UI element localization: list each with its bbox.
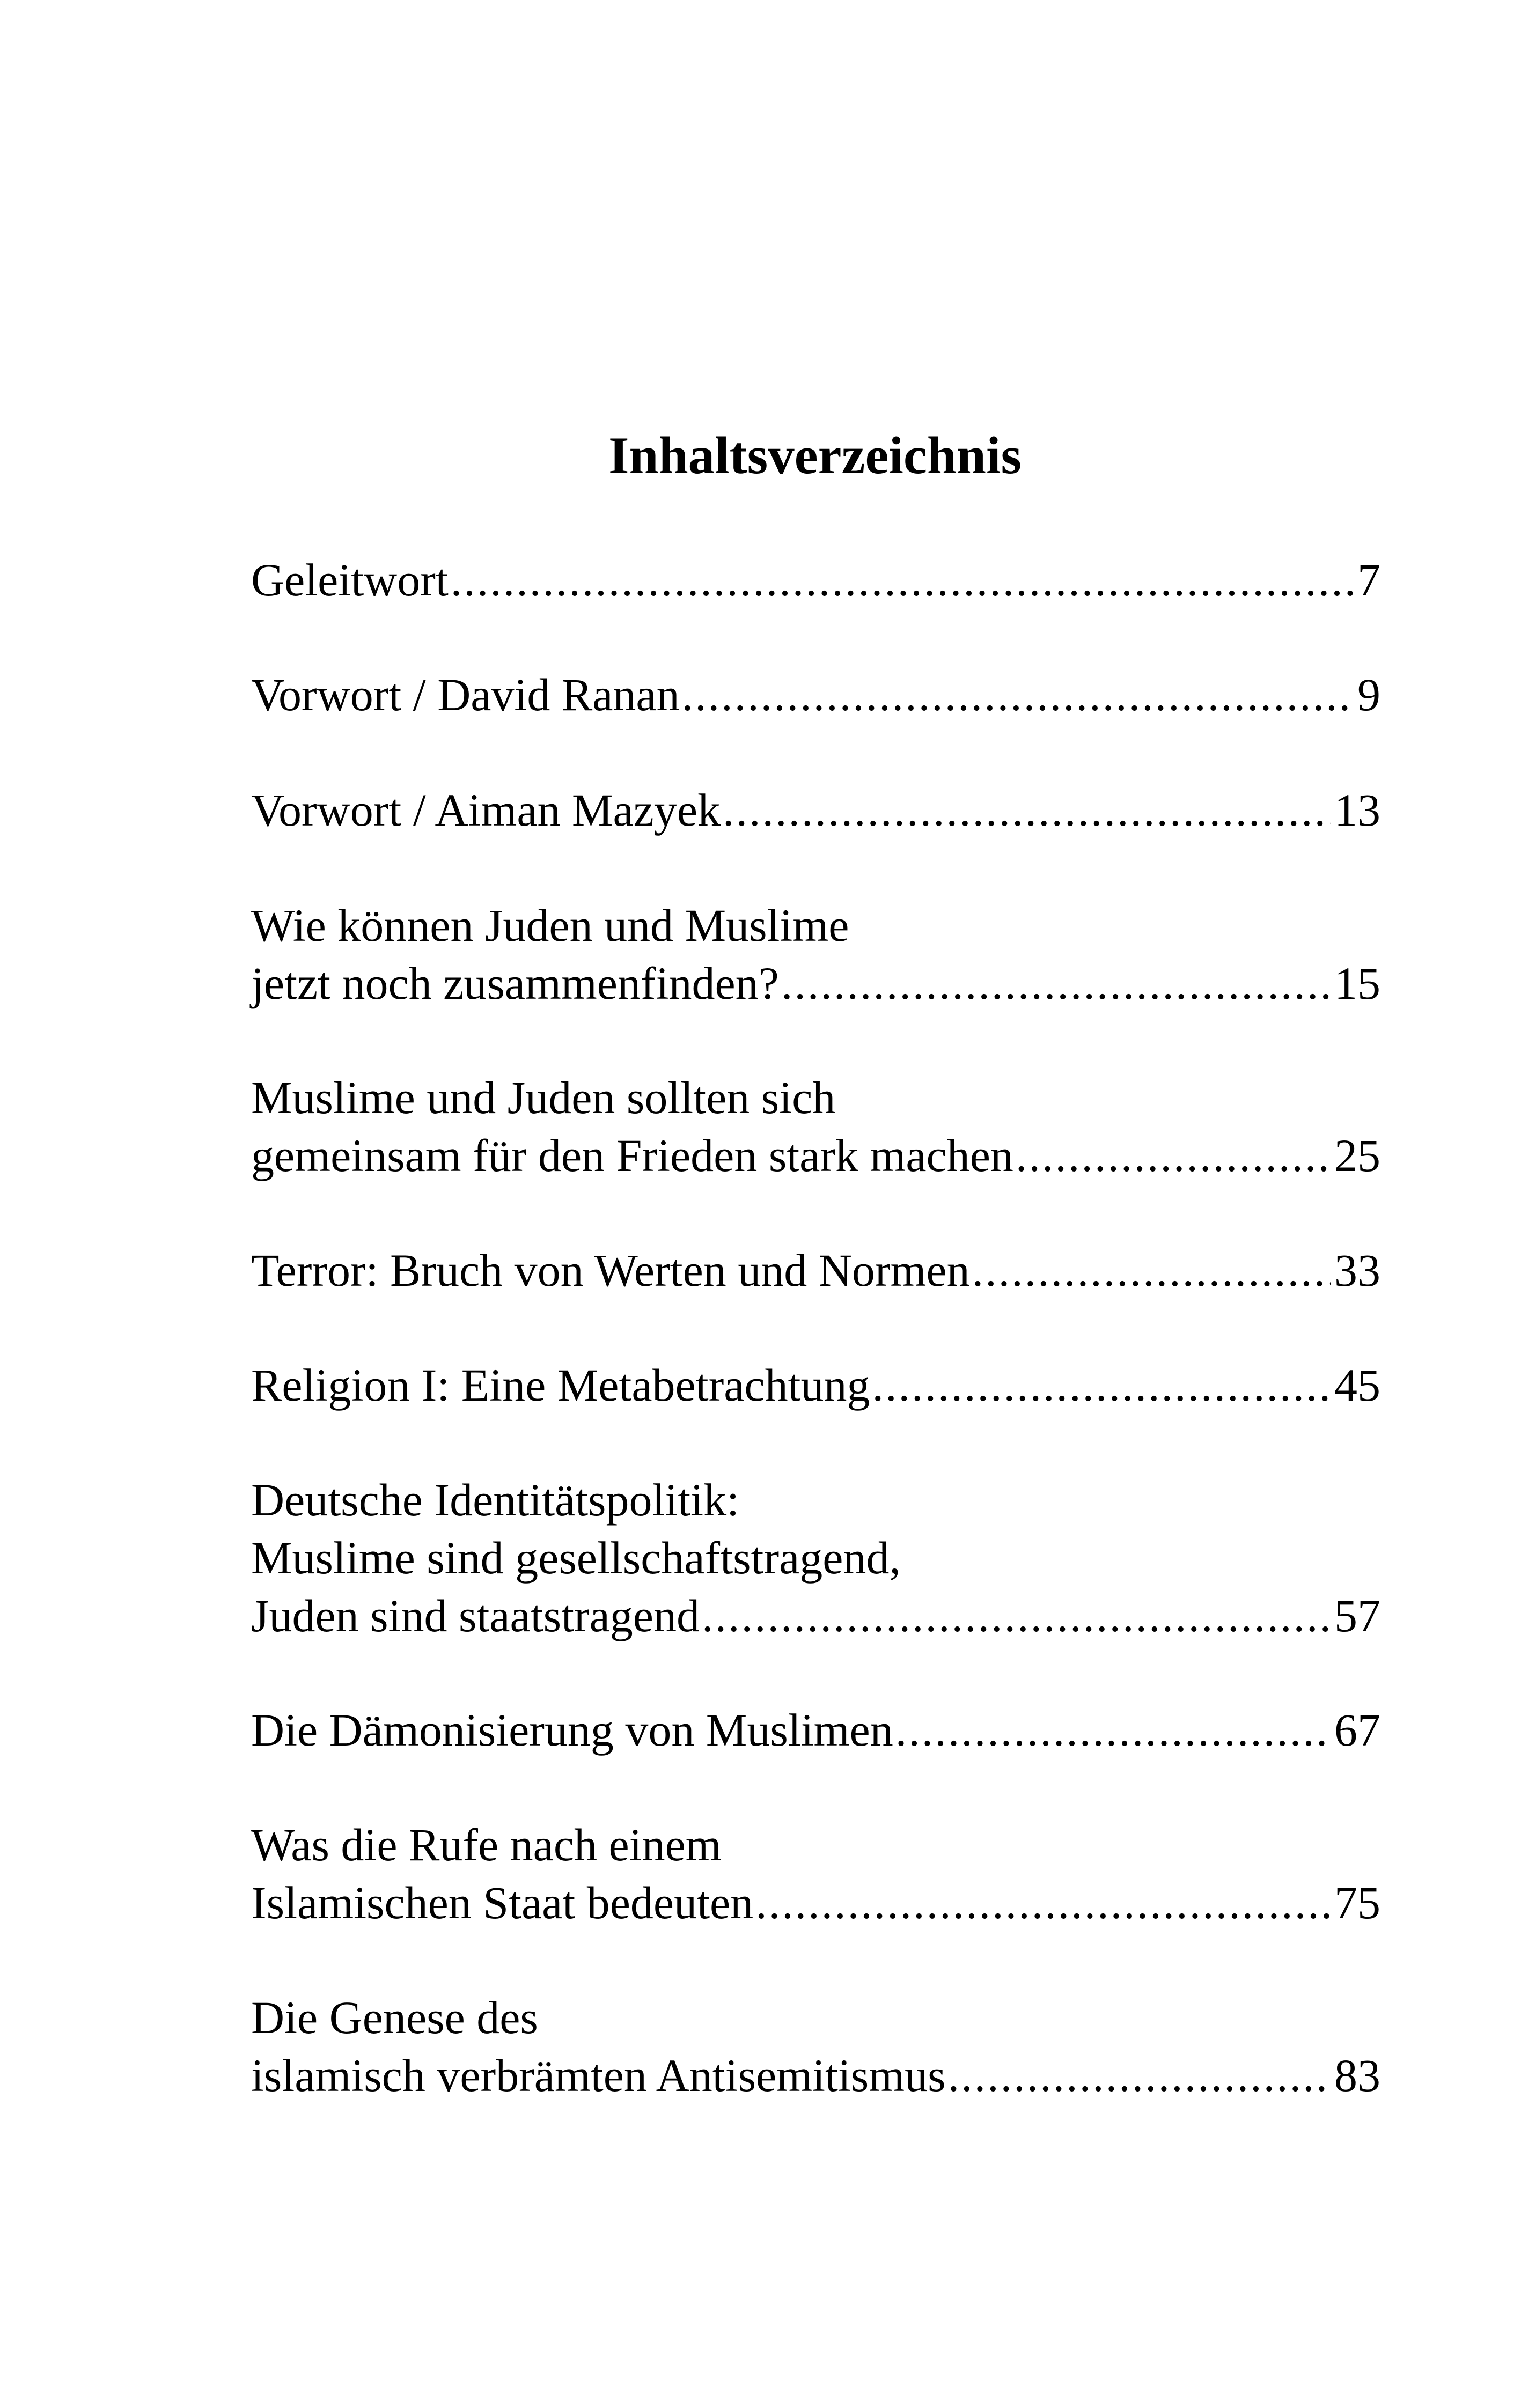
toc-entry-line [251,1701,1380,1759]
dot-leader [1016,1126,1331,1184]
toc-page-number: 33 [1334,1244,1380,1296]
toc-entry-line [251,1241,1380,1299]
toc-page-number: 75 [1334,1877,1380,1928]
toc-page-number: 13 [1334,784,1380,836]
toc-entry[interactable] [251,896,1380,1012]
toc-entry-line [251,1587,1380,1645]
toc-entry-line [251,954,1380,1012]
dot-leader [682,666,1354,724]
toc-entry[interactable] [251,781,1380,839]
toc-entry[interactable] [251,1241,1380,1299]
toc-entry[interactable] [251,1816,1380,1932]
toc-entry-title: jetzt noch zusammenfinden? [251,958,779,1009]
toc-entry-line [251,1874,1380,1932]
toc-entry[interactable] [251,1701,1380,1759]
toc-entry-title: Islamischen Staat bedeuten [251,1877,754,1928]
toc-entry-title: Muslime sind gesellschaftstragend, [251,1532,901,1584]
dot-leader [972,1241,1331,1299]
toc-entry[interactable] [251,666,1380,724]
toc-entry-title: Juden sind staatstragend [251,1590,700,1641]
toc-entry-title: Geleitwort [251,554,449,606]
toc-page-number: 83 [1334,2050,1380,2101]
toc-entry-title: Die Genese des [251,1992,538,2043]
dot-leader [781,954,1331,1012]
toc-entry-line [251,1356,1380,1414]
toc-entry-title: Was die Rufe nach einem [251,1819,722,1871]
dot-leader [723,781,1331,839]
dot-leader [702,1587,1331,1645]
toc-entry-title: Vorwort / David Ranan [251,669,680,720]
toc-entry-title: Vorwort / Aiman Mazyek [251,784,721,836]
toc-title-text: Inhaltsverzeichnis [608,426,1022,485]
toc-title [0,424,1521,488]
toc-entry-title: Die Dämonisierung von Muslimen [251,1704,893,1756]
toc-page-number: 7 [1357,554,1380,606]
toc-entry-title: Deutsche Identitätspolitik: [251,1474,739,1526]
toc-entry-title: Terror: Bruch von Werten und Normen [251,1244,970,1296]
toc-entry[interactable] [251,1069,1380,1184]
toc-entry-title: islamisch verbrämten Antisemitismus [251,2050,946,2101]
dot-leader [451,551,1354,609]
dot-leader [895,1701,1331,1759]
toc-entry-line [251,666,1380,724]
toc-entry-title: gemeinsam für den Frieden stark machen [251,1130,1013,1181]
dot-leader [948,2046,1331,2104]
toc-page-number: 57 [1334,1590,1380,1641]
toc-entry[interactable] [251,1356,1380,1414]
toc-entry-line [251,1126,1380,1184]
toc-page-number: 45 [1334,1359,1380,1411]
toc-entry-line [251,551,1380,609]
toc-page-number: 9 [1357,669,1380,720]
dot-leader [755,1874,1331,1932]
toc-entry[interactable] [251,1471,1380,1645]
toc-entry[interactable] [251,1989,1380,2104]
dot-leader [872,1356,1331,1414]
toc-entry[interactable] [251,551,1380,609]
toc-entry-title: Muslime und Juden sollten sich [251,1072,836,1123]
toc-page-number: 67 [1334,1704,1380,1756]
toc-page-number: 25 [1334,1130,1380,1181]
toc-entry-line [251,2046,1380,2104]
toc-entry-title: Religion I: Eine Metabetrachtung [251,1359,870,1411]
toc-page-number: 15 [1334,958,1380,1009]
toc-entry-line [251,781,1380,839]
toc-entry-title: Wie können Juden und Muslime [251,900,849,951]
